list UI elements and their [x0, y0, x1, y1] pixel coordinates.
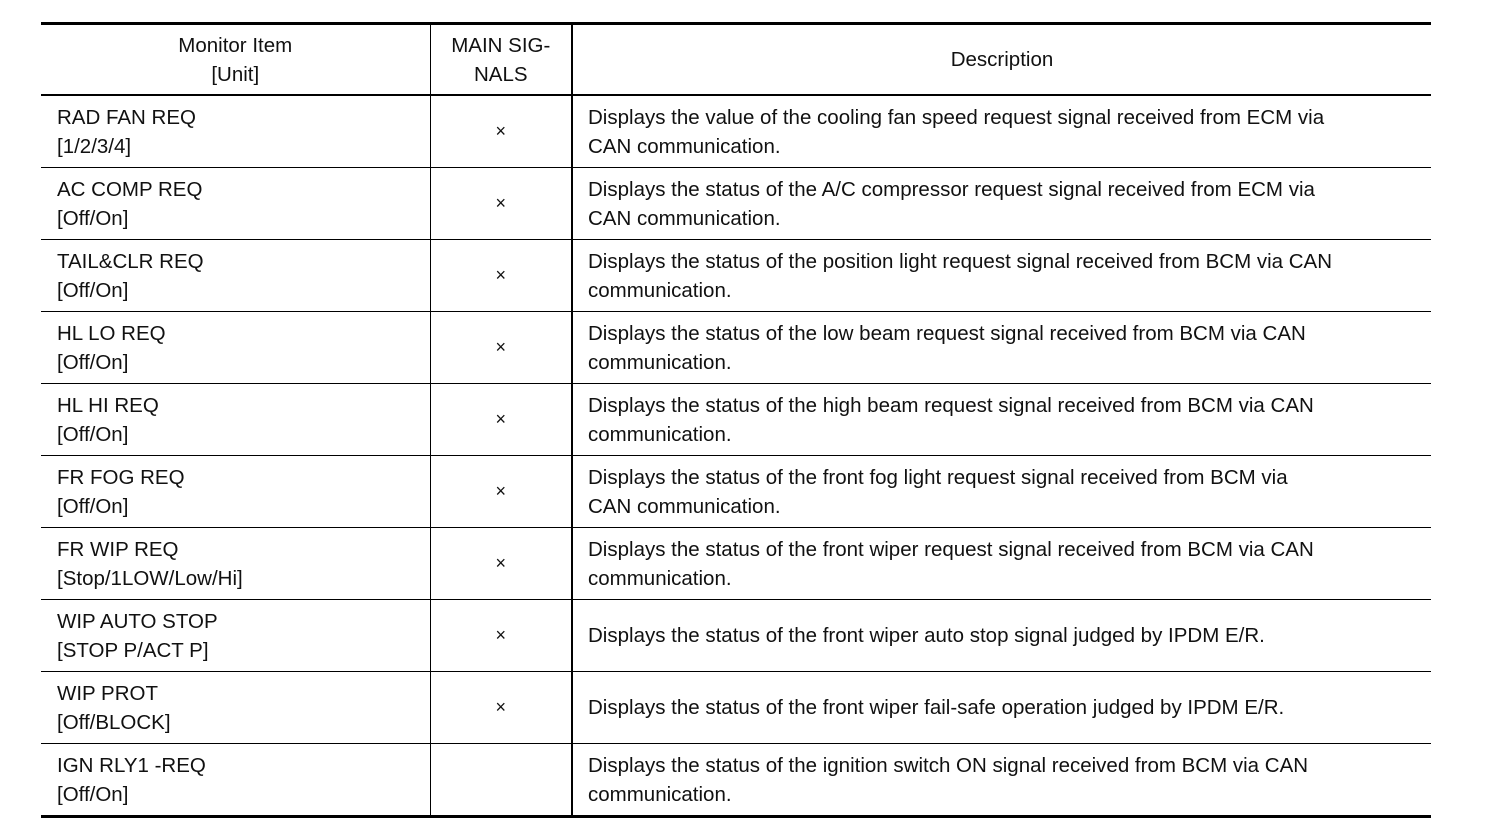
description-cell	[572, 672, 1431, 744]
monitor-item-cell	[41, 528, 430, 600]
table-row	[41, 384, 1431, 456]
monitor-item-name: HL HI REQ	[57, 393, 159, 417]
monitor-item-cell	[41, 168, 430, 240]
description-cell	[572, 744, 1431, 817]
description-cell	[572, 312, 1431, 384]
monitor-item-unit: [STOP P/ACT P]	[57, 638, 209, 662]
main-signal-mark: ×	[495, 481, 506, 501]
monitor-item-cell	[41, 384, 430, 456]
description-cell	[572, 384, 1431, 456]
monitor-item-unit: [1/2/3/4]	[57, 134, 132, 158]
main-signals-cell	[430, 240, 572, 312]
description-line-2: communication.	[588, 278, 732, 302]
header-monitor-item-label: Monitor Item	[178, 33, 293, 57]
main-signal-mark: ×	[495, 121, 506, 141]
main-signals-cell	[430, 95, 572, 168]
header-description	[572, 24, 1431, 96]
table-row	[41, 744, 1431, 817]
monitor-item-name: WIP PROT	[57, 681, 158, 705]
monitor-item-unit: [Off/On]	[57, 494, 129, 518]
description-cell	[572, 95, 1431, 168]
monitor-item-cell	[41, 456, 430, 528]
table-row	[41, 312, 1431, 384]
monitor-item-cell	[41, 600, 430, 672]
main-signals-cell	[430, 456, 572, 528]
monitor-item-table-container	[41, 22, 1431, 818]
main-signal-mark: ×	[495, 553, 506, 573]
monitor-item-unit: [Off/On]	[57, 278, 129, 302]
header-description-label: Description	[950, 48, 1054, 71]
monitor-item-name: AC COMP REQ	[57, 177, 203, 201]
header-unit-label: [Unit]	[211, 62, 260, 86]
description-line-1: Displays the status of the front wiper fail-safe operation judged by IPDM E/R.	[588, 696, 1285, 719]
monitor-item-unit: [Stop/1LOW/Low/Hi]	[57, 566, 243, 590]
description-line-1: Displays the status of the high beam request signal received from BCM via CAN	[588, 393, 1314, 417]
description-line-1: Displays the status of the ignition switch ON signal received from BCM via CAN	[588, 753, 1309, 777]
monitor-item-name: RAD FAN REQ	[57, 105, 196, 129]
table-row	[41, 528, 1431, 600]
main-signal-mark: ×	[495, 697, 506, 717]
description-line-1: Displays the status of the low beam request signal received from BCM via CAN	[588, 321, 1306, 345]
monitor-item-unit: [Off/On]	[57, 422, 129, 446]
monitor-item-unit: [Off/On]	[57, 206, 129, 230]
description-cell	[572, 240, 1431, 312]
main-signals-cell	[430, 168, 572, 240]
main-signal-mark: ×	[495, 409, 506, 429]
description-line-2: communication.	[588, 422, 732, 446]
monitor-item-cell	[41, 240, 430, 312]
main-signals-cell	[430, 384, 572, 456]
monitor-item-cell	[41, 95, 430, 168]
table-row	[41, 672, 1431, 744]
description-cell	[572, 456, 1431, 528]
monitor-item-name: WIP AUTO STOP	[57, 609, 218, 633]
table-header-row	[41, 24, 1431, 96]
description-line-1: Displays the status of the front wiper auto stop signal judged by IPDM E/R.	[588, 624, 1265, 647]
table-body	[41, 95, 1431, 817]
description-line-1: Displays the status of the front wiper request signal received from BCM via CAN	[588, 537, 1314, 561]
description-cell	[572, 600, 1431, 672]
monitor-item-unit: [Off/On]	[57, 350, 129, 374]
monitor-item-unit: [Off/On]	[57, 782, 129, 806]
description-line-1: Displays the status of the position light request signal received from BCM via CAN	[588, 249, 1333, 273]
monitor-item-unit: [Off/BLOCK]	[57, 710, 171, 734]
description-line-2: communication.	[588, 350, 732, 374]
table-row	[41, 95, 1431, 168]
monitor-item-cell	[41, 672, 430, 744]
table-row	[41, 600, 1431, 672]
header-main-signals-line1: MAIN SIG-	[451, 33, 551, 57]
header-monitor-item	[41, 24, 430, 96]
monitor-item-cell	[41, 312, 430, 384]
description-line-2: CAN communication.	[588, 494, 781, 518]
monitor-item-name: TAIL&CLR REQ	[57, 249, 204, 273]
main-signal-mark: ×	[495, 337, 506, 357]
main-signal-mark: ×	[495, 265, 506, 285]
monitor-item-cell	[41, 744, 430, 817]
description-line-1: Displays the status of the front fog light request signal received from BCM via	[588, 465, 1288, 489]
main-signals-cell	[430, 600, 572, 672]
monitor-item-name: FR FOG REQ	[57, 465, 185, 489]
description-line-2: CAN communication.	[588, 134, 781, 158]
header-main-signals-line2: NALS	[473, 62, 528, 86]
description-line-2: communication.	[588, 782, 732, 806]
description-cell	[572, 528, 1431, 600]
main-signal-mark: ×	[495, 625, 506, 645]
monitor-item-name: HL LO REQ	[57, 321, 166, 345]
main-signals-cell	[430, 672, 572, 744]
monitor-item-name: FR WIP REQ	[57, 537, 179, 561]
description-line-2: CAN communication.	[588, 206, 781, 230]
table-row	[41, 168, 1431, 240]
description-line-2: communication.	[588, 566, 732, 590]
header-main-signals	[430, 24, 572, 96]
table-row	[41, 456, 1431, 528]
main-signals-cell	[430, 312, 572, 384]
monitor-item-table	[41, 22, 1431, 818]
description-line-1: Displays the status of the A/C compressor request signal received from ECM via	[588, 177, 1315, 201]
main-signals-cell	[430, 744, 572, 817]
monitor-item-name: IGN RLY1 -REQ	[57, 753, 206, 777]
main-signal-mark: ×	[495, 193, 506, 213]
table-row	[41, 240, 1431, 312]
description-line-1: Displays the value of the cooling fan speed request signal received from ECM via	[588, 105, 1325, 129]
description-cell	[572, 168, 1431, 240]
main-signals-cell	[430, 528, 572, 600]
